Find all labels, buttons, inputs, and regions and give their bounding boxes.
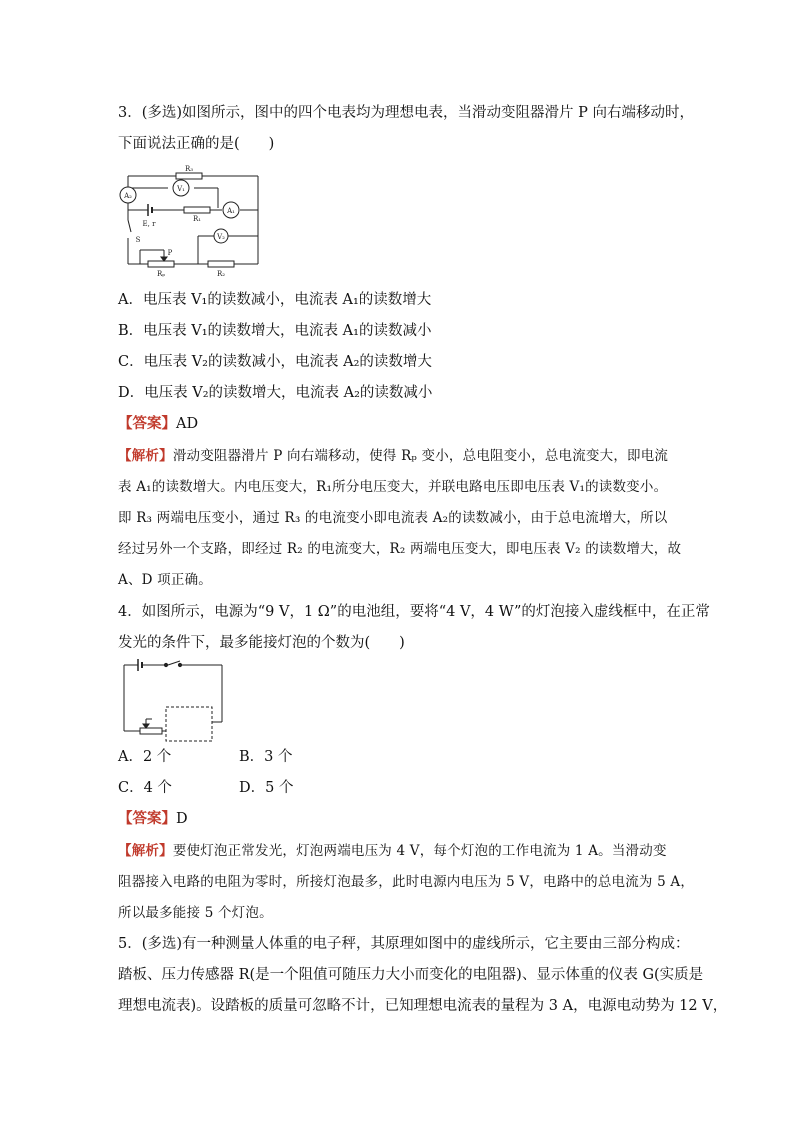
a1-label: A₁ bbox=[227, 207, 235, 215]
q3-explanation-line5: A、D 项正确。 bbox=[118, 572, 212, 588]
q4-stem-line1: 4．如图所示，电源为“9 V，1 Ω”的电池组，要将“4 V，4 W”的灯泡接入虚线框中，在正常 bbox=[118, 604, 710, 620]
q3-option-c: C．电压表 V₂的读数减小，电流表 A₂的读数增大 bbox=[118, 354, 432, 370]
rp-label: Rₚ bbox=[156, 270, 166, 278]
q4-option-b: B．3 个 bbox=[239, 749, 293, 765]
q5-stem-line2: 踏板、压力传感器 R(是一个阻值可随压力大小而变化的电阻器)、显示体重的仪表 G(实质是 bbox=[118, 967, 704, 983]
q3-explanation-line2: 表 A₁的读数增大。内电压变大，R₁所分电压变大，并联电路电压即电压表 V₁的读数变小。 bbox=[118, 479, 668, 495]
q3-option-d: D．电压表 V₂的读数增大，电流表 A₂的读数减小 bbox=[118, 385, 433, 401]
q3-explanation-line4: 经过另外一个支路，即经过 R₂ 的电流变大，R₂ 两端电压变大，即电压表 V₂ 的读数增大，故 bbox=[118, 541, 682, 557]
r1-label: R₁ bbox=[192, 215, 202, 223]
q3-circuit-diagram bbox=[118, 160, 268, 278]
q3-answer bbox=[118, 414, 198, 434]
q4-explanation-tag: 【解析】 bbox=[118, 843, 173, 859]
q4-answer-value: D bbox=[176, 811, 188, 827]
q3-option-a: A．电压表 V₁的读数减小，电流表 A₁的读数增大 bbox=[118, 292, 432, 308]
a2-label: A₂ bbox=[124, 192, 132, 200]
q3-explanation-line1: 【解析】滑动变阻器滑片 P 向右端移动，使得 Rₚ 变小，总电阻变小，总电流变大，即电流 bbox=[118, 448, 669, 464]
q4-answer bbox=[118, 809, 188, 829]
q3-stem-line1: 3．(多选)如图所示，图中的四个电表均为理想电表，当滑动变阻器滑片 P 向右端移动时， bbox=[118, 105, 695, 121]
v1-label: V₁ bbox=[177, 185, 185, 193]
q4-explanation-line2: 阻器接入电路的电阻为零时，所接灯泡最多，此时电源内电压为 5 V，电路中的总电流为 5 A， bbox=[118, 874, 695, 890]
p-label: P bbox=[167, 249, 173, 257]
q4-explanation-line1: 【解析】要使灯泡正常发光，灯泡两端电压为 4 V，每个灯泡的工作电流为 1 A。当滑动变 bbox=[118, 843, 667, 859]
r3-label: R₃ bbox=[184, 165, 194, 173]
q5-stem-line3: 理想电流表)。设踏板的质量可忽略不计，已知理想电流表的量程为 3 A，电源电动势为 12 V， bbox=[118, 998, 728, 1014]
q4-answer-tag: 【答案】 bbox=[118, 810, 176, 827]
q4-circuit-diagram bbox=[118, 655, 230, 745]
q3-explanation-tag: 【解析】 bbox=[118, 448, 173, 464]
q4-option-c: C．4 个 bbox=[118, 780, 172, 796]
er-label: E, r bbox=[142, 220, 156, 228]
q5-stem-line1: 5．(多选)有一种测量人体重的电子秤，其原理如图中的虚线所示，它主要由三部分构成： bbox=[118, 936, 690, 952]
q3-stem-line2: 下面说法正确的是( ) bbox=[118, 136, 275, 152]
q4-option-a: A．2 个 bbox=[118, 749, 172, 765]
v2-label: V₂ bbox=[217, 233, 225, 241]
q4-option-d: D．5 个 bbox=[239, 780, 294, 796]
q3-answer-value: AD bbox=[176, 416, 199, 432]
q3-option-b: B．电压表 V₁的读数增大，电流表 A₁的读数减小 bbox=[118, 323, 432, 339]
q4-stem-line2: 发光的条件下，最多能接灯泡的个数为( ) bbox=[118, 635, 405, 651]
q4-explanation-line3: 所以最多能接 5 个灯泡。 bbox=[118, 905, 273, 921]
q3-answer-tag: 【答案】 bbox=[118, 415, 176, 432]
s-label: S bbox=[135, 236, 141, 244]
q3-explanation-line3: 即 R₃ 两端电压变小，通过 R₃ 的电流变小即电流表 A₂的读数减小，由于总电流增大，所以 bbox=[118, 510, 668, 526]
r2-label: R₂ bbox=[216, 270, 226, 278]
